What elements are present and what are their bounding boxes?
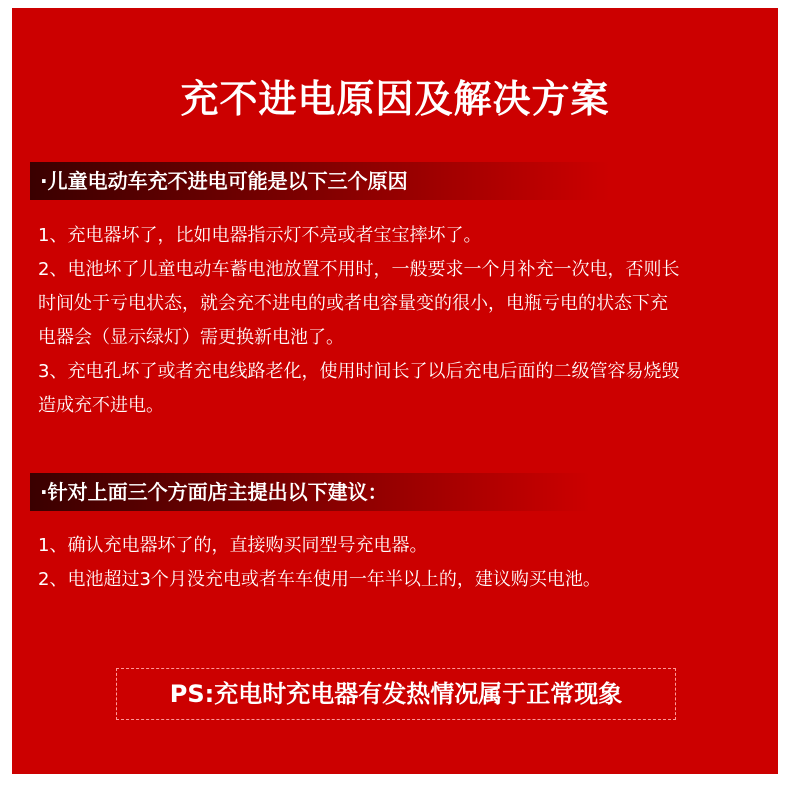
list-item: 1、确认充电器坏了的，直接购买同型号充电器。 <box>38 535 428 556</box>
list-item: 1、充电器坏了，比如电器指示灯不亮或者宝宝摔坏了。 <box>38 225 482 246</box>
list-item: 造成充不进电。 <box>38 395 164 416</box>
page-title: 充不进电原因及解决方案 <box>180 77 610 121</box>
list-item: 2、电池坏了儿童电动车蓄电池放置不用时，一般要求一个月补充一次电，否则长 <box>38 259 680 280</box>
section-heading-suggestions: ·针对上面三个方面店主提出以下建议： <box>30 473 590 511</box>
list-item: 电器会（显示绿灯）需更换新电池了。 <box>38 327 344 348</box>
list-item: 2、电池超过3个月没充电或者车车使用一年半以上的，建议购买电池。 <box>38 569 601 590</box>
suggestions-list <box>38 529 758 597</box>
list-item: 时间处于亏电状态，就会充不进电的或者电容量变的很小，电瓶亏电的状态下充 <box>38 293 668 314</box>
causes-list <box>38 219 758 423</box>
ps-note: PS:充电时充电器有发热情况属于正常现象 <box>116 668 676 720</box>
content-panel <box>12 8 778 774</box>
section-heading-causes: ·儿童电动车充不进电可能是以下三个原因 <box>30 162 610 200</box>
list-item: 3、充电孔坏了或者充电线路老化，使用时间长了以后充电后面的二级管容易烧毁 <box>38 361 680 382</box>
